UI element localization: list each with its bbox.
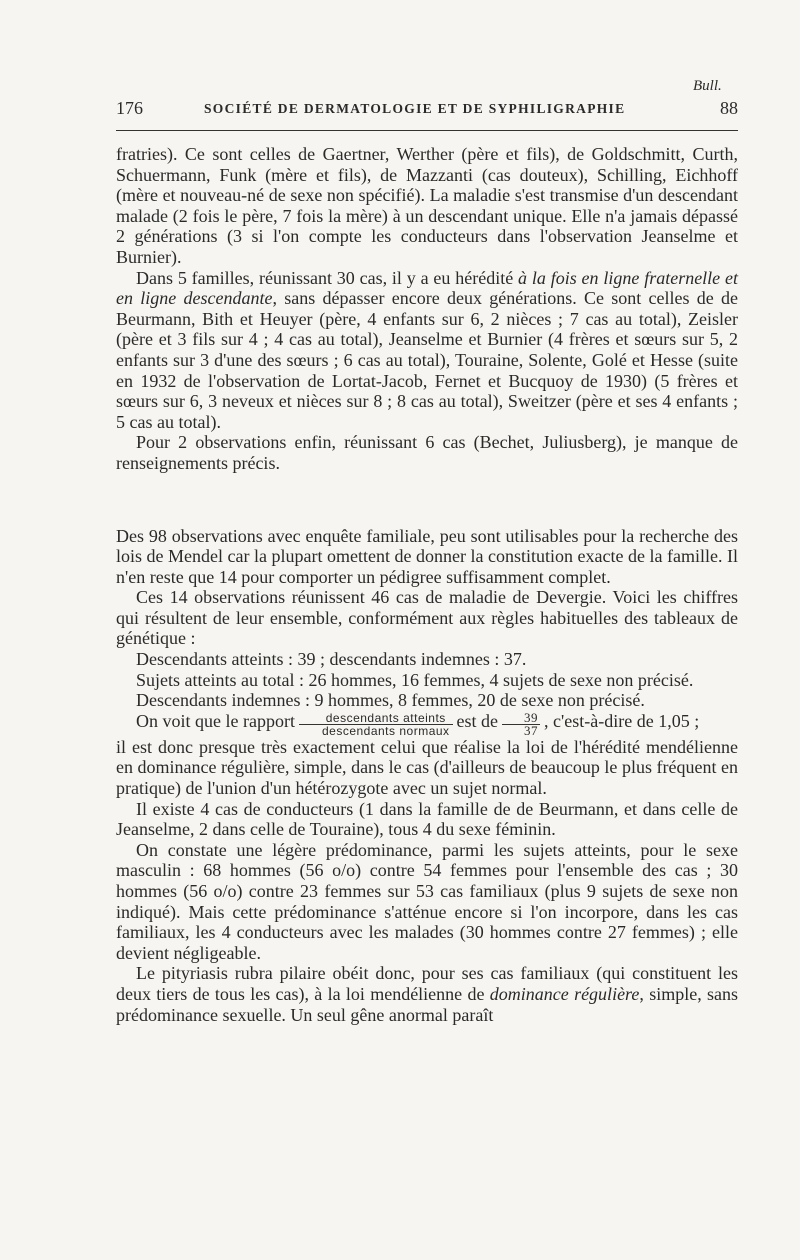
header-rule <box>116 130 738 131</box>
bull-annotation: Bull. <box>693 78 722 94</box>
journal-title: SOCIÉTÉ DE DERMATOLOGIE ET DE SYPHILIGRAPHIE <box>204 101 626 116</box>
text-run: , c'est-à-dire de 1,05 ; <box>544 710 700 731</box>
paragraph: Sujets atteints au total : 26 hommes, 16 femmes, 4 sujets de sexe non précisé. <box>136 669 694 690</box>
paragraph: On constate une légère prédominance, parmi les sujets atteints, pour le sexe masculin : 68 hommes (56 o/o) contre 54 femmes pour l'ensemble des cas ; 30 hommes (56 o/o) contre 23 femmes sur 53 cas familiaux (plus 9 sujets de sexe non indiqué). Mais cette prédominance s'atténue encore si l'on incorpore, dans les cas familiaux, les 4 conducteurs avec les malades (30 hommes contre 27 femmes) ; elle devient négligeable. <box>116 839 738 963</box>
paragraph <box>116 963 738 1025</box>
text-run: , sans dépasser encore deux générations. Ce sont celles de de Beurmann, Bith et Heuyer (père, 4 enfants sur 6, 2 nièces ; 7 cas au total), Zeisler (père et 3 fils sur 4 ; 4 cas au total), Jeanselme et Burnier (4 frères et sœurs sur 5, 2 enfants sur 3 d'une des sœurs ; 6 cas au total), Touraine, Solente, Golé et Hesse (suite en 1932 de l'observation de Lortat-Jacob, Fernet et Bucquoy de 1930) (5 frères et sœurs sur 6, 3 neveux et nièces sur 8 ; 8 cas au total), Sweitzer (père et ses 4 enfants ; 5 cas au total). <box>116 288 738 432</box>
paragraph: il est donc presque très exactement celui que réalise la loi de l'hérédité mendélienne en dominance régulière, simple, dans le cas (d'ailleurs de beaucoup le plus fréquent en pratique) de l'union d'un hétérozygote avec un sujet normal. <box>116 736 738 799</box>
paragraph: Il existe 4 cas de conducteurs (1 dans la famille de de Beurmann, et dans celle de Jeanselme, 2 dans celle de Touraine), tous 4 du sexe féminin. <box>116 798 738 840</box>
text-run: Dans 5 familles, réunissant 30 cas, il y a eu hérédité <box>136 267 519 288</box>
text-run: Le pityriasis rubra pilaire obéit donc, pour ses cas familiaux (qui constituent les deux tiers de tous les cas), à la loi mendélienne de <box>116 963 738 1004</box>
volume-number: 88 <box>720 98 738 118</box>
paragraph: Descendants indemnes : 9 hommes, 8 femmes, 20 de sexe non précisé. <box>136 690 645 711</box>
body-text <box>116 144 738 1025</box>
value-fraction <box>502 709 540 738</box>
fraction-numerator: 39 <box>502 712 540 725</box>
paragraph: Descendants atteints : 39 ; descendants indemnes : 37. <box>136 649 527 670</box>
section-gap <box>116 474 738 526</box>
fraction-denominator: descendants normaux <box>321 723 450 738</box>
running-head <box>116 98 738 122</box>
text-run: On voit que le rapport <box>136 710 295 731</box>
italic-text: à la fois en ligne fraternelle et en ligne descendante <box>116 267 738 309</box>
paragraph: Des 98 observations avec enquête familiale, peu sont utilisables pour la recherche des lois de Mendel car la plupart omettent de donner la constitution exacte de la famille. Il n'en reste que 14 pour comporter un pédigree suffisamment complet. <box>116 525 738 587</box>
italic-text: dominance régulière <box>489 983 640 1004</box>
fraction-denominator: 37 <box>524 722 539 738</box>
paragraph: fratries). Ce sont celles de Gaertner, Werther (père et fils), de Goldschmitt, Curth, Schuermann, Funk (mère et fils), de Mazzanti (cas douteux), Schilling, Eichhoff (mère et nouveau-né de sexe non spécifié). La maladie s'est transmise d'un descendant malade (2 fois le père, 7 fois la mère) à un descendant unique. Elle n'a jamais dépassé 2 générations (3 si l'on compte les conducteurs dans l'observation Jeanselme et Burnier). <box>116 144 738 267</box>
text-run: est de <box>456 710 499 731</box>
paragraph: Pour 2 observations enfin, réunissant 6 cas (Bechet, Juliusberg), je manque de renseignements précis. <box>116 432 738 473</box>
page-number: 176 <box>116 98 143 118</box>
ratio-fraction <box>299 712 453 737</box>
paragraph: Ces 14 observations réunissent 46 cas de maladie de Devergie. Voici les chiffres qui résultent de leur ensemble, conformément aux règles habituelles des tableaux de génétique : <box>116 587 738 649</box>
paragraph <box>116 268 738 433</box>
text-run: , simple, sans prédominance sexuelle. Un seul gêne anormal paraît <box>116 983 739 1025</box>
paragraph-ratio <box>116 711 738 737</box>
fraction-numerator: descendants atteints <box>299 712 453 725</box>
